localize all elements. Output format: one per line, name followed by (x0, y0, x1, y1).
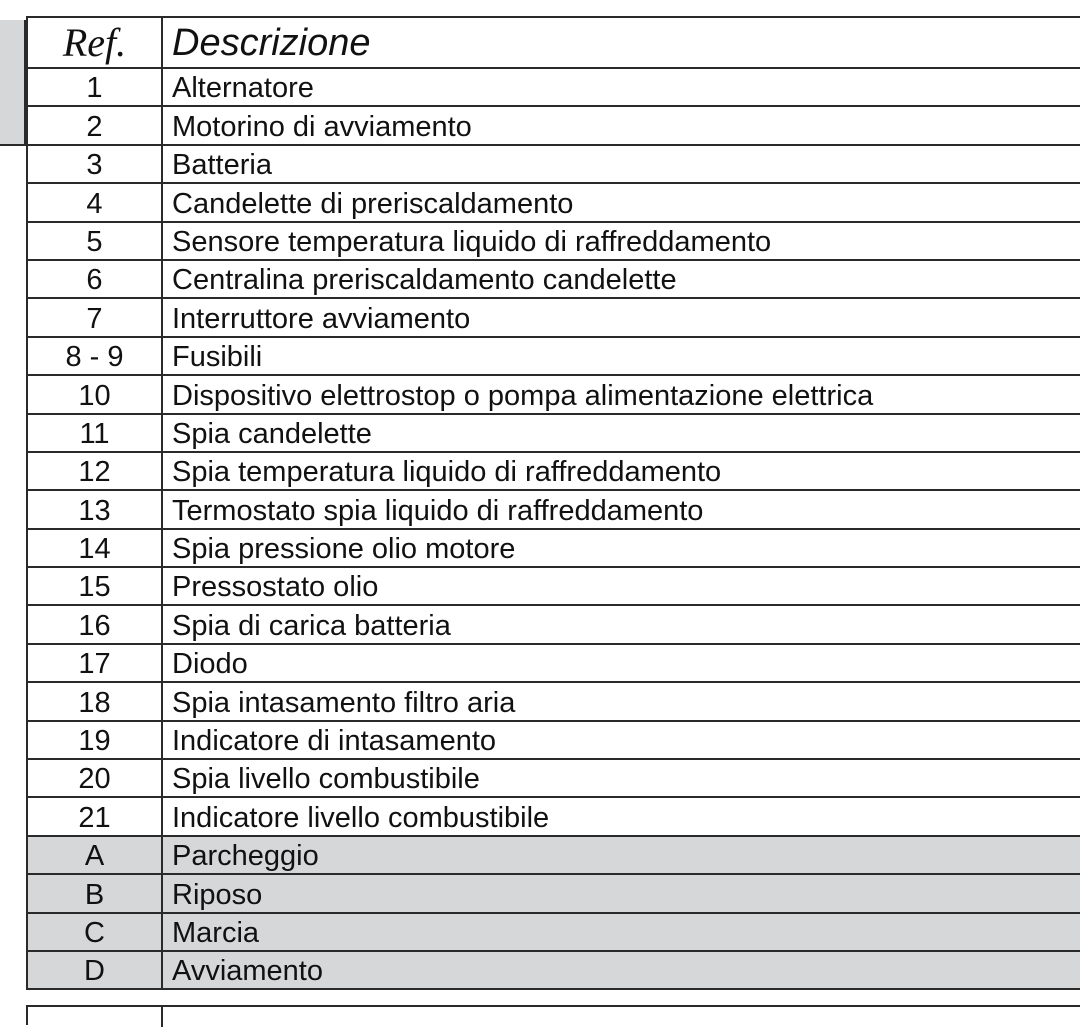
row-ref-cell: C (27, 913, 162, 951)
table-row (27, 682, 1080, 720)
row-ref-cell: 21 (27, 797, 162, 835)
description-column-header: Descrizione (162, 17, 1080, 68)
row-description-cell: Interruttore avviamento (162, 298, 1080, 336)
table-row (27, 337, 1080, 375)
row-description-cell: Termostato spia liquido di raffreddamento (162, 490, 1080, 528)
row-description-cell: Alternatore (162, 68, 1080, 106)
table-row (27, 68, 1080, 106)
row-description-cell: Diodo (162, 644, 1080, 682)
table-header-row (27, 17, 1080, 68)
table-row (27, 913, 1080, 951)
row-ref-cell: 16 (27, 605, 162, 643)
table-row (27, 951, 1080, 989)
row-description-cell: Spia pressione olio motore (162, 529, 1080, 567)
row-description-cell: Spia intasamento filtro aria (162, 682, 1080, 720)
reference-table (26, 16, 1080, 990)
row-ref-cell: 12 (27, 452, 162, 490)
row-description-cell: Parcheggio (162, 836, 1080, 874)
table-row (27, 106, 1080, 144)
table-row (27, 605, 1080, 643)
row-ref-cell: 4 (27, 183, 162, 221)
row-ref-cell: 3 (27, 145, 162, 183)
row-ref-cell: 14 (27, 529, 162, 567)
row-description-cell: Centralina preriscaldamento candelette (162, 260, 1080, 298)
row-description-cell: Batteria (162, 145, 1080, 183)
table-row (27, 797, 1080, 835)
row-ref-cell: 19 (27, 721, 162, 759)
row-ref-cell: 5 (27, 222, 162, 260)
table-row (27, 836, 1080, 874)
table-row (27, 414, 1080, 452)
next-table-column-divider (161, 1007, 163, 1027)
row-description-cell: Indicatore livello combustibile (162, 797, 1080, 835)
table-row (27, 183, 1080, 221)
row-ref-cell: 7 (27, 298, 162, 336)
row-description-cell: Motorino di avviamento (162, 106, 1080, 144)
table-row (27, 260, 1080, 298)
row-description-cell: Spia livello combustibile (162, 759, 1080, 797)
table-row (27, 644, 1080, 682)
row-ref-cell: 11 (27, 414, 162, 452)
table-row (27, 529, 1080, 567)
row-description-cell: Dispositivo elettrostop o pompa alimentazione elettrica (162, 375, 1080, 413)
row-description-cell: Spia di carica batteria (162, 605, 1080, 643)
row-description-cell: Indicatore di intasamento (162, 721, 1080, 759)
row-ref-cell: 2 (27, 106, 162, 144)
row-ref-cell: D (27, 951, 162, 989)
row-description-cell: Sensore temperatura liquido di raffreddamento (162, 222, 1080, 260)
table-row (27, 759, 1080, 797)
table-row (27, 145, 1080, 183)
row-ref-cell: 6 (27, 260, 162, 298)
table-body (27, 68, 1080, 989)
table-row (27, 452, 1080, 490)
row-ref-cell: 17 (27, 644, 162, 682)
table-row (27, 721, 1080, 759)
row-description-cell: Riposo (162, 874, 1080, 912)
side-tab-marker (0, 20, 26, 146)
ref-column-header: Ref. (27, 17, 162, 68)
row-description-cell: Pressostato olio (162, 567, 1080, 605)
row-ref-cell: 8 - 9 (27, 337, 162, 375)
row-ref-cell: 10 (27, 375, 162, 413)
row-ref-cell: 18 (27, 682, 162, 720)
row-ref-cell: 20 (27, 759, 162, 797)
row-description-cell: Marcia (162, 913, 1080, 951)
row-description-cell: Spia temperatura liquido di raffreddamento (162, 452, 1080, 490)
row-description-cell: Spia candelette (162, 414, 1080, 452)
table-row (27, 298, 1080, 336)
table-row (27, 567, 1080, 605)
row-description-cell: Avviamento (162, 951, 1080, 989)
table-row (27, 874, 1080, 912)
table-row (27, 490, 1080, 528)
row-ref-cell: 15 (27, 567, 162, 605)
row-ref-cell: B (27, 874, 162, 912)
row-ref-cell: A (27, 836, 162, 874)
table-row (27, 222, 1080, 260)
row-description-cell: Fusibili (162, 337, 1080, 375)
row-ref-cell: 1 (27, 68, 162, 106)
table-row (27, 375, 1080, 413)
row-ref-cell: 13 (27, 490, 162, 528)
row-description-cell: Candelette di preriscaldamento (162, 183, 1080, 221)
next-table-top-edge (26, 1005, 1080, 1025)
